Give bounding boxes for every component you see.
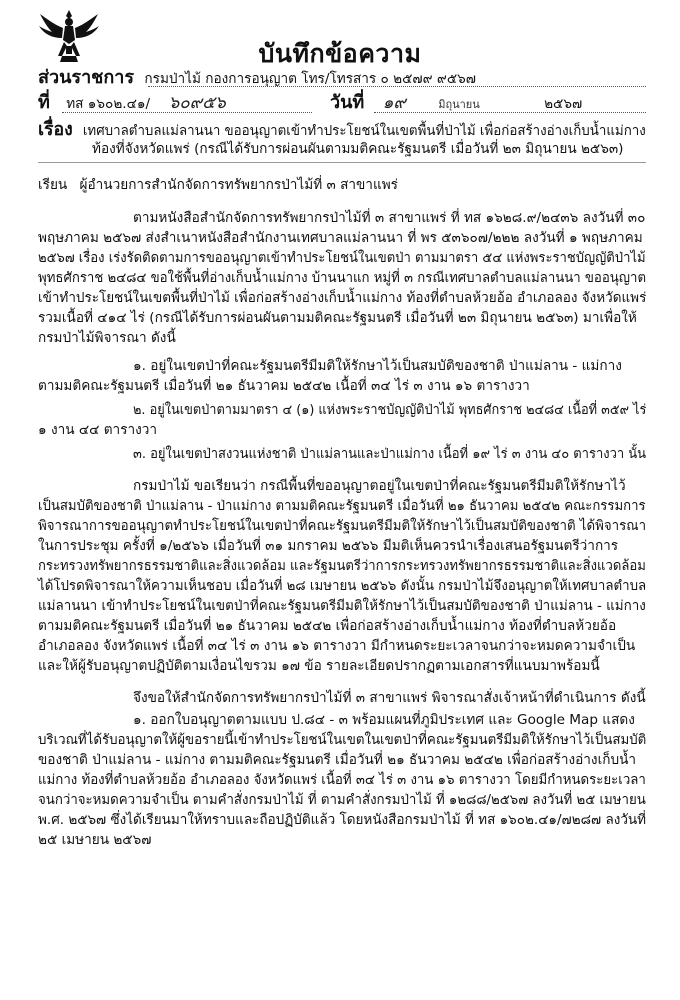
date-dotted-line (374, 112, 646, 113)
p4-line: พ.ศ. ๒๕๖๗ ซึ่งได้เรียนมาให้ทราบและถือปฏิบัติแล้ว โดยหนังสือกรมป่าไม้ ที่ ทส ๑๖๐๒.๔๑/๗๒๘๗ ลงวันที่ (38, 812, 647, 828)
subject-label: เรื่อง (38, 119, 73, 140)
item-2-line: ๒. อยู่ในเขตป่าตามมาตรา ๔ (๑) แห่งพระราชบัญญัติป่าไม้ พุทธศักราช ๒๔๘๔ เนื้อที่ ๓๕๙ ไร่ (133, 402, 647, 418)
salutation-value: ผู้อำนวยการสำนักจัดการทรัพยากรป่าไม้ที่ ๓ สาขาแพร่ (79, 177, 398, 193)
p4-line: ๑. ออกใบอนุญาตตามแบบ ป.๘๔ - ๓ พร้อมแผนที่ภูมิประเทศ และ Google Map แสดง (133, 712, 635, 728)
subject-row (38, 121, 646, 140)
item-1-line: ๑. อยู่ในเขตป่าที่คณะรัฐมนตรีมีมติให้รักษาไว้เป็นสมบัติของชาติ ป่าแม่ลาน - แม่กาง (133, 358, 622, 374)
p1-line: เข้าทำประโยชน์ในเขตพื้นที่ป่าไม้ เพื่อก่อสร้างอ่างเก็บน้ำแม่กาง ท้องที่ตำบลห้วยอ้อ อำเภอลอง จังหวัดแพร่ (38, 290, 647, 306)
agency-dotted-line (148, 86, 646, 87)
date-row (330, 94, 582, 113)
salutation-row (38, 177, 398, 194)
p1-line: พฤษภาคม ๒๕๖๗ ส่งสำเนาหนังสือสำนักงานเทศบาลแม่ลานนา ที่ พร ๕๓๖๐๗/๒๒๒ ลงวันที่ ๑ พฤษภาคม (38, 230, 643, 246)
ref-value: ทส ๑๖๐๒.๔๑/ (66, 96, 151, 112)
ref-label: ที่ (38, 92, 50, 113)
p1-line: ๒๕๖๗ เรื่อง เร่งรัดติดตามการขออนุญาตเข้าทำประโยชน์ในเขตป่า ตามมาตรา ๕๔ แห่งพระราชบัญญัติป่าไม้ (38, 250, 646, 266)
p2-line: กรมป่าไม้ ขอเรียนว่า กรณีพื้นที่ขออนุญาตอยู่ในเขตป่าที่คณะรัฐมนตรีมีมติให้รักษาไว้ (133, 478, 626, 494)
p4-line: จนกว่าจะหมดความจำเป็น ตามคำสั่งกรมป่าไม้ ที่ ตามคำสั่งกรมป่าไม้ ที่ ๑๒๘๘/๒๕๖๗ ลงวันที่ ๒๕ เมษายน (38, 792, 646, 808)
p2-line: ในการประชุม ครั้งที่ ๑/๒๕๖๖ เมื่อวันที่ ๓๑ มกราคม ๒๕๖๖ มีมติเห็นควรนำเรื่องเสนอรัฐมนตรีว่าการ (38, 538, 619, 554)
p2-line: และให้ผู้รับอนุญาตปฏิบัติตามเงื่อนไขรวม ๑๗ ข้อ รายละเอียดปรากฏตามเอกสารที่แนบมาพร้อมนี้ (38, 658, 600, 674)
agency-value: กรมป่าไม้ กองการอนุญาต โทร/โทรสาร ๐ ๒๕๗๙ ๙๕๖๗ (144, 71, 477, 87)
p2-line: ตามมติคณะรัฐมนตรี เมื่อวันที่ ๒๑ ธันวาคม ๒๕๔๒ เพื่อก่อสร้างอ่างเก็บน้ำแม่กาง ท้องที่ตำบลห้วยอ้อ (38, 618, 617, 634)
subject-line-2: ท้องที่จังหวัดแพร่ (กรณีได้รับการผ่อนผันตามมติคณะรัฐมนตรี เมื่อวันที่ ๒๓ มิถุนายน ๒๕๖๓) (92, 141, 624, 157)
p4-line: ของชาติ ป่าแม่ลาน - แม่กาง ตามมติคณะรัฐมนตรี เมื่อวันที่ ๒๑ ธันวาคม ๒๕๔๒ เพื่อก่อสร้างอ่างเก็บน้ำ (38, 752, 636, 768)
subject-line-1: เทศบาลตำบลแม่ลานนา ขออนุญาตเข้าทำประโยชน์ในเขตพื้นที่ป่าไม้ เพื่อก่อสร้างอ่างเก็บน้ำแม่กาง (82, 123, 646, 139)
ref-number-handwritten: ๖๐๙๕๖ (168, 93, 226, 113)
p1-line: กรมป่าไม้พิจารณา ดังนี้ (38, 330, 176, 346)
p1-line: ตามหนังสือสำนักจัดการทรัพยากรป่าไม้ที่ ๓ สาขาแพร่ ที่ ทส ๑๖๒๘.๙/๒๔๓๖ ลงวันที่ ๓๐ (133, 210, 646, 226)
item-1-line: ตามมติคณะรัฐมนตรี เมื่อวันที่ ๒๑ ธันวาคม ๒๕๔๒ เนื้อที่ ๓๔ ไร่ ๓ งาน ๑๖ ตารางวา (38, 378, 530, 394)
p4-line: แม่กาง ท้องที่ตำบลห้วยอ้อ อำเภอลอง จังหวัดแพร่ เนื้อที่ ๓๔ ไร่ ๓ งาน ๑๖ ตารางวา โดยมีกำหนดระยะเวลา (38, 772, 646, 788)
ref-row (38, 94, 226, 113)
p2-line: แม่ลานนา เข้าทำประโยชน์ในเขตป่าที่คณะรัฐมนตรีมีมติให้รักษาไว้เป็นสมบัติของชาติ ป่าแม่ลาน - แม่กาง (38, 598, 646, 614)
date-year: ๒๕๖๗ (544, 96, 583, 112)
p2-line: กระทรวงทรัพยากรธรรมชาติและสิ่งแวดล้อม และรัฐมนตรีว่าการกระทรวงทรัพยากรธรรมชาติและสิ่งแวดล้อม (38, 558, 646, 574)
date-month-stamp: มิถุนายน (438, 98, 480, 111)
p3-line: จึงขอให้สำนักจัดการทรัพยากรป่าไม้ที่ ๓ สาขาแพร่ พิจารณาสั่งเจ้าหน้าที่ดำเนินการ ดังนี้ (133, 690, 646, 706)
subject-divider (38, 162, 646, 163)
p1-line: รวมเนื้อที่ ๔๑๔ ไร่ (กรณีได้รับการผ่อนผันตามมติคณะรัฐมนตรี เมื่อวันที่ ๒๓ มิถุนายน ๒๕๖๓) มาเพื่อให้ (38, 310, 637, 326)
p2-line: เป็นสมบัติของชาติ ป่าแม่ลาน - ป่าแม่กาง ตามมติคณะรัฐมนตรี เมื่อวันที่ ๒๑ ธันวาคม ๒๕๔๒ คณะกรรมการ (38, 498, 646, 514)
p2-line: อำเภอลอง จังหวัดแพร่ เนื้อที่ ๓๔ ไร่ ๓ งาน ๑๖ ตารางวา มีกำหนดระยะเวลาจนกว่าจะหมดความจำเป็น (38, 638, 636, 654)
item-3-line: ๓. อยู่ในเขตป่าสงวนแห่งชาติ ป่าแม่ลานและป่าแม่กาง เนื้อที่ ๑๙ ไร่ ๓ งาน ๔๐ ตารางวา นั้น (133, 446, 647, 462)
p1-line: พุทธศักราช ๒๔๘๔ ขอใช้พื้นที่อ่างเก็บน้ำแม่กาง บ้านนาแก หมู่ที่ ๓ กรณีเทศบาลตำบลแม่ลานนา ขออนุญาต (38, 270, 647, 286)
date-label: วันที่ (330, 92, 365, 113)
item-2-line: ๑ งาน ๔๔ ตารางวา (38, 422, 158, 438)
salutation-label: เรียน (38, 177, 68, 193)
date-day: ๑๙ (382, 93, 406, 113)
p2-line: ได้โปรดพิจารณาให้ความเห็นชอบ เมื่อวันที่ ๒๘ เมษายน ๒๕๖๖ ดังนั้น กรมป่าไม้จึงอนุญาตให้เทศบาลตำบล (38, 578, 647, 594)
agency-label: ส่วนราชการ (38, 67, 135, 88)
p4-line: ๒๕ เมษายน ๒๕๖๗ (38, 832, 152, 848)
document-title: บันทึกข้อความ (258, 39, 422, 68)
p4-line: บริเวณที่ได้รับอนุญาตให้ผู้ขอรายนี้เข้าทำประโยชน์ในเขตในเขตป่าที่คณะรัฐมนตรีมีมติให้รักษาไว้เป็นสมบัติ (38, 732, 647, 748)
p2-line: พิจารณาการขออนุญาตทำประโยชน์ในเขตป่าที่คณะรัฐมนตรีมีมติให้รักษาไว้เป็นสมบัติของชาติ ได้พิจารณา (38, 518, 647, 534)
ref-dotted-line (62, 112, 312, 113)
